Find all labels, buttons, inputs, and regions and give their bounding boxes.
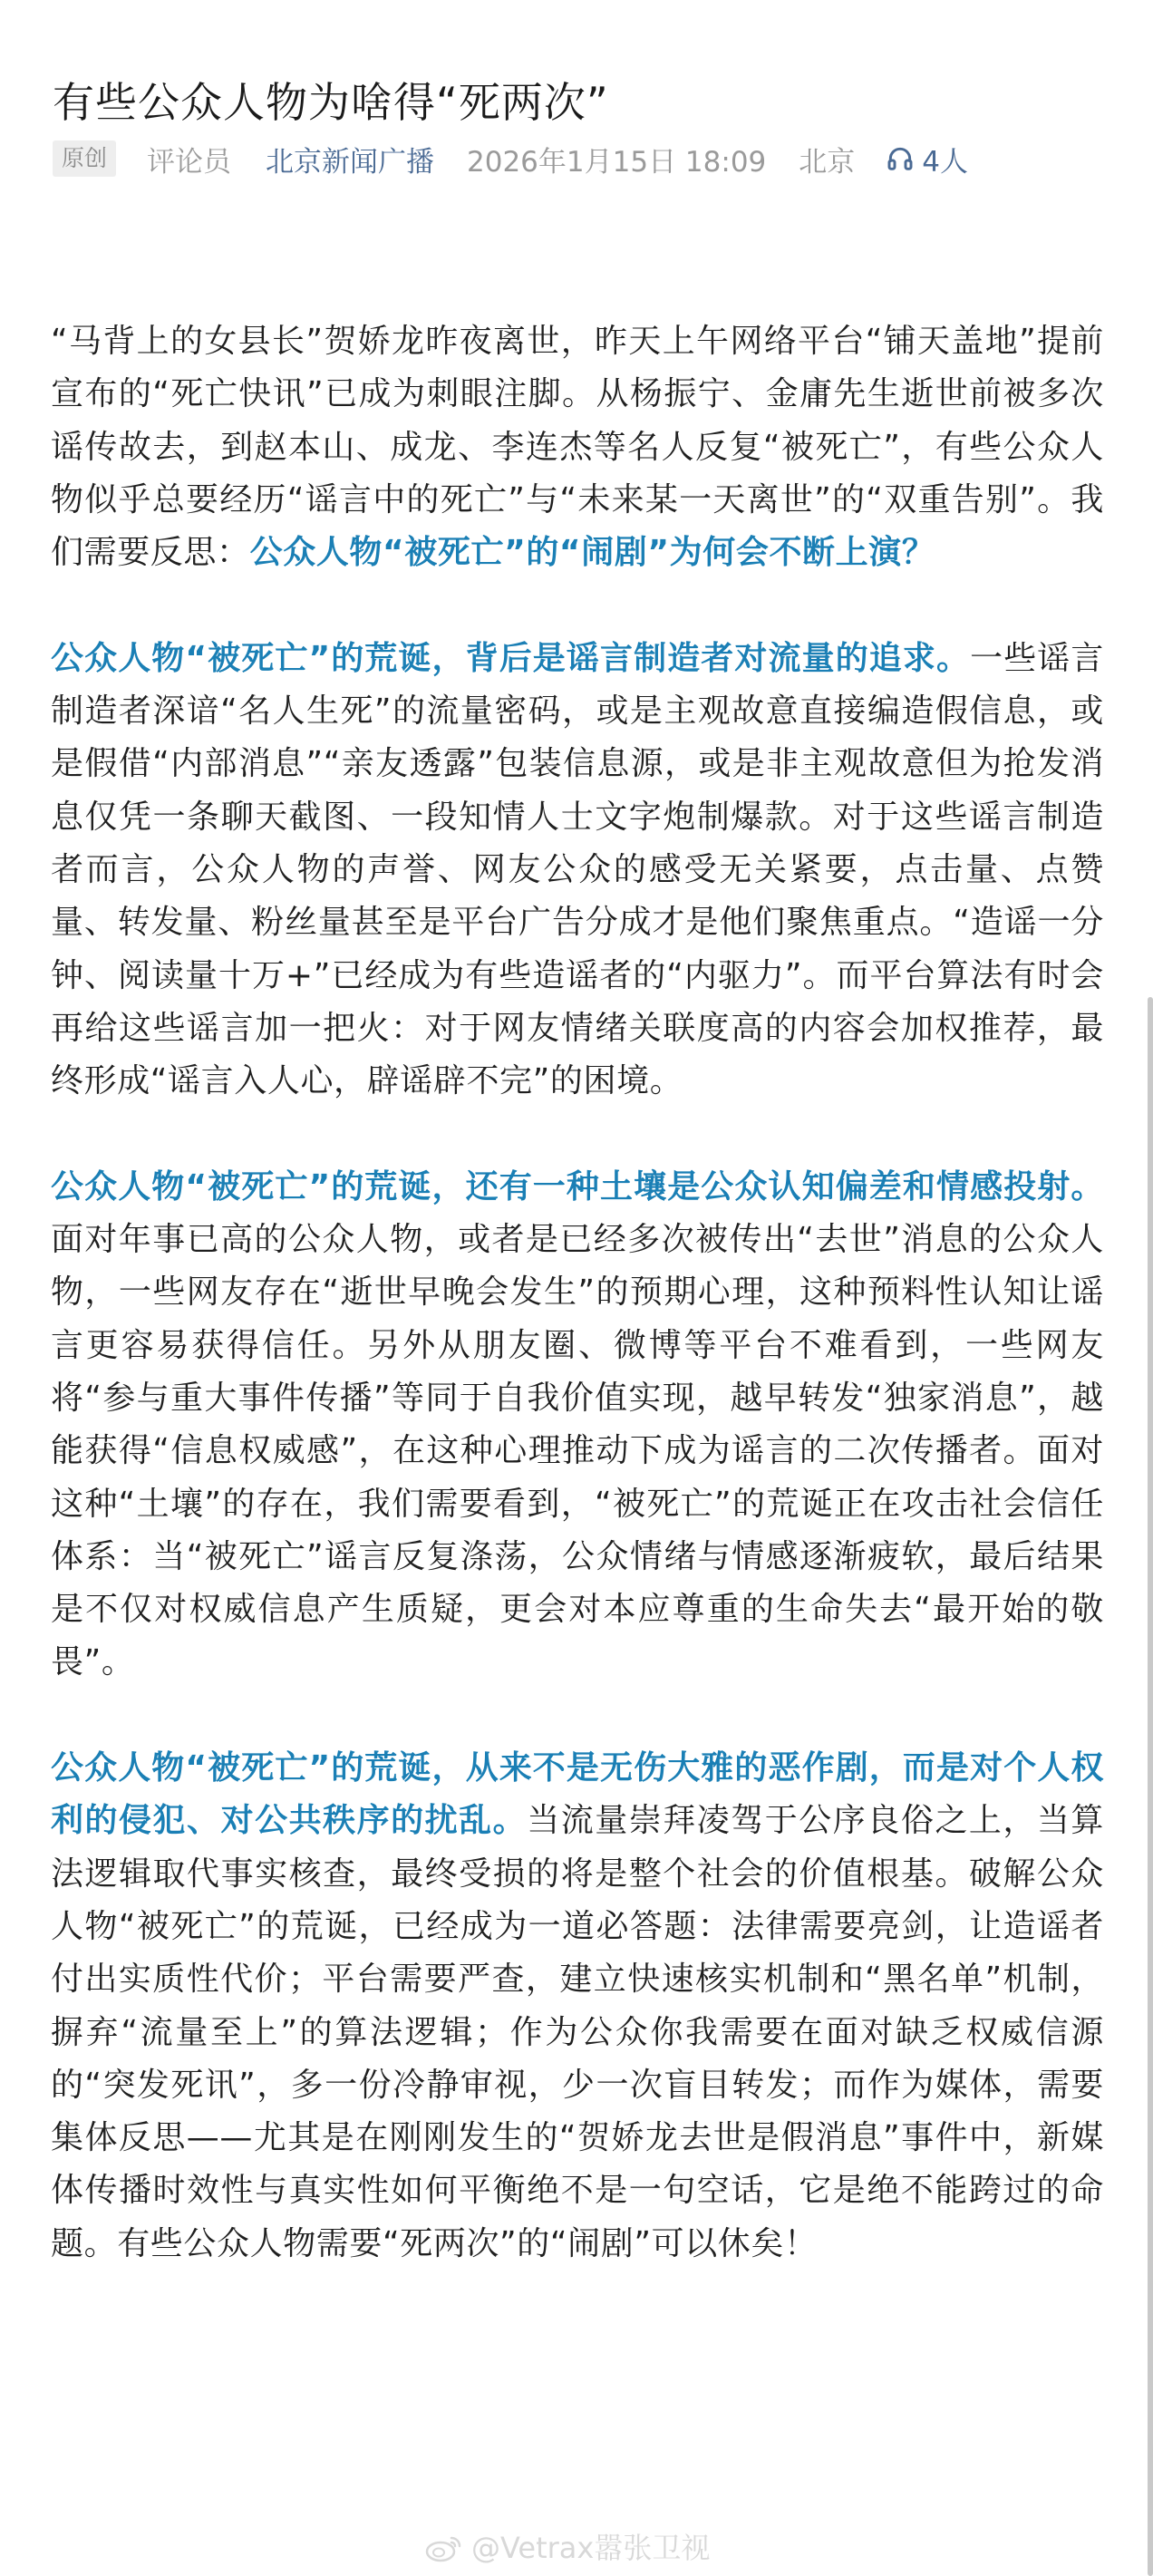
listen-button[interactable] [886, 139, 968, 179]
article-body [51, 315, 1104, 2323]
paragraph-4 [51, 1742, 1104, 2271]
weibo-icon [424, 2532, 464, 2563]
paragraph-2-highlight: 公众人物“被死亡”的荒诞，背后是谣言制造者对流量的追求。 [51, 639, 971, 677]
author-label: 评论员 [147, 145, 232, 179]
paragraph-3-text: 面对年事已高的公众人物，或者是已经多次被传出“去世”消息的公众人物，一些网友存在“逝世早晚会发生”的预期心理，这种预料性认知让谣言更容易获得信任。另外从朋友圈、微博等平台不难看到，一些网友将“参与重大事件传播”等同于自我价值实现，越早转发“独家消息”，越能获得“信息权威感”，在这种心理推动下成为谣言的二次传播者。面对这种“土壤”的存在，我们需要看到，“被死亡”的荒诞正在攻击社会信任体系：当“被死亡”谣言反复涤荡，公众情绪与情感逐渐疲软，最后结果是不仅对权威信息产生质疑，更会对本应尊重的生命失去“最开始的敬畏”。 [51, 1221, 1104, 1681]
article-title: 有些公众人物为啥得“死两次” [53, 77, 609, 127]
paragraph-3 [51, 1161, 1104, 1690]
publish-datetime: 2026年1月15日 18:09 [467, 145, 767, 179]
paragraph-3-highlight: 公众人物“被死亡”的荒诞，还有一种土壤是公众认知偏差和情感投射。 [51, 1167, 1104, 1206]
paragraph-4-text: 当流量崇拜凌驾于公序良俗之上，当算法逻辑取代事实核查，最终受损的将是整个社会的价值根基。破解公众人物“被死亡”的荒诞，已经成为一道必答题：法律需要亮剑，让造谣者付出实质性代价；平台需要严查，建立快速核实机制和“黑名单”机制，摒弃“流量至上”的算法逻辑；作为公众你我需要在面对缺乏权威信源的“突发死讯”，多一份冷静审视，少一次盲目转发；而作为媒体，需要集体反思——尤其是在刚刚发生的“贺娇龙去世是假消息”事件中，新媒体传播时效性与真实性如何平衡绝不是一句空话，它是绝不能跨过的命题。有些公众人物需要“死两次”的“闹剧”可以休矣！ [51, 1802, 1104, 2262]
watermark [424, 2529, 710, 2567]
watermark-text: @Vetrax嚣张卫视 [471, 2531, 711, 2565]
paragraph-2-text: 一些谣言制造者深谙“名人生死”的流量密码，或是主观故意直接编造假信息，或是假借“内部消息”“亲友透露”包装信息源，或是非主观故意但为抢发消息仅凭一条聊天截图、一段知情人士文字炮制爆款。对于这些谣言制造者而言，公众人物的声誉、网友公众的感受无关紧要，点击量、点赞量、转发量、粉丝量甚至是平台广告分成才是他们聚焦重点。“造谣一分钟、阅读量十万+”已经成为有些造谣者的“内驱力”。而平台算法有时会再给这些谣言加一把火：对于网友情绪关联度高的内容会加权推荐，最终形成“谣言入人心，辟谣辟不完”的困境。 [51, 639, 1104, 1100]
source-link[interactable]: 北京新闻广播 [266, 145, 435, 179]
original-badge: 原创 [53, 140, 116, 177]
listener-count: 4人 [922, 145, 969, 179]
paragraph-1-text: “马背上的女县长”贺娇龙昨夜离世，昨天上午网络平台“铺天盖地”提前宣布的“死亡快讯”已成为刺眼注脚。从杨振宁、金庸先生逝世前被多次谣传故去，到赵本山、成龙、李连杰等名人反复“被死亡”，有些公众人物似乎总要经历“谣言中的死亡”与“未来某一天离世”的“双重告别”。我们需要反思： [51, 323, 1104, 572]
scrollbar[interactable] [1148, 997, 1153, 2576]
paragraph-4-highlight: 公众人物“被死亡”的荒诞，从来不是无伤大雅的恶作剧，而是对个人权利的侵犯、对公共秩序的扰乱。 [51, 1749, 1104, 1840]
paragraph-2 [51, 633, 1104, 1109]
paragraph-1-highlight: 公众人物“被死亡”的“闹剧”为何会不断上演？ [249, 534, 935, 572]
headphone-icon [886, 144, 915, 173]
paragraph-1 [51, 315, 1104, 579]
article-meta [53, 138, 968, 179]
location-label: 北京 [799, 145, 856, 179]
